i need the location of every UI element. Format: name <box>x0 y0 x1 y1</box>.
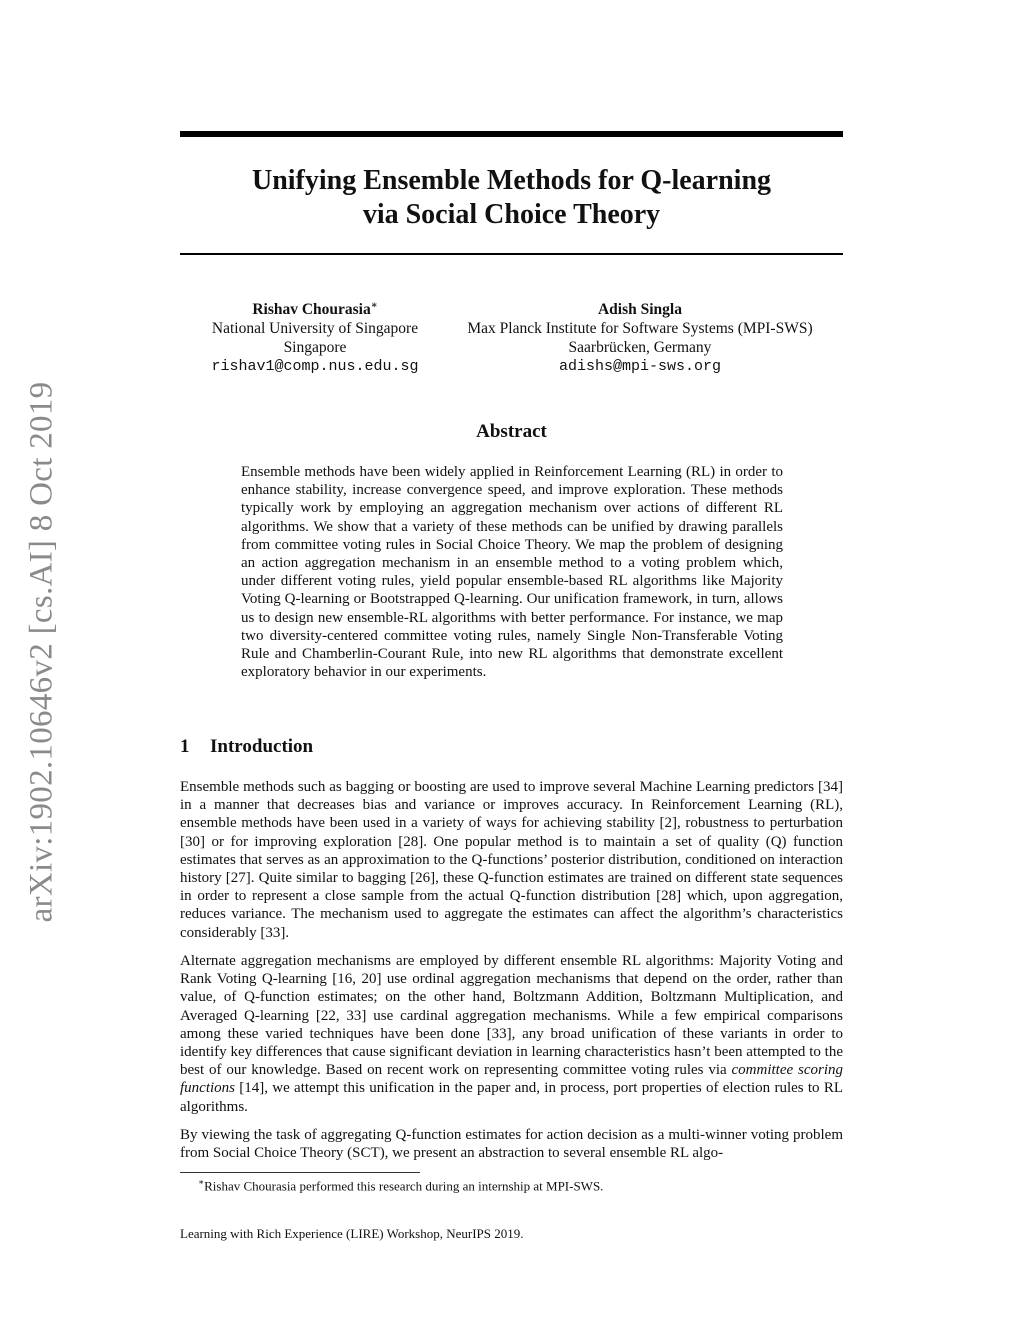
footnote-mark: ∗ <box>198 1177 205 1187</box>
intro-paragraph-3: By viewing the task of aggregating Q-function estimates for action decision as a multi-winner voting problem from Social Choice Theory (SCT), we present an abstraction to several ensemble RL algo- <box>180 1127 843 1162</box>
footnote-text: Rishav Chourasia performed this research during an internship at MPI-SWS. <box>204 1178 604 1194</box>
author-block-1 <box>195 300 435 376</box>
emphasized-term: committee scoring functions <box>180 1062 844 1097</box>
paper-title <box>180 164 843 232</box>
author-affiliation: National University of Singapore <box>211 320 419 337</box>
footnote <box>198 1177 603 1194</box>
footnote-rule <box>180 1172 420 1173</box>
author-block-2 <box>450 300 830 376</box>
section-number: 1 <box>180 736 190 757</box>
title-line-1: Unifying Ensemble Methods for Q-learning <box>251 165 772 196</box>
author-email: adishs@mpi-sws.org <box>558 358 722 375</box>
title-top-rule <box>180 131 843 137</box>
abstract-heading: Abstract <box>476 421 547 442</box>
intro-paragraph-2: Alternate aggregation mechanisms are employed by different ensemble RL algorithms: Majority Voting and Rank Voting Q-learning [16, 20] use ordinal aggregation mechanisms that depend on the order, rather than value, of Q-function estimates; on the other hand, Boltzmann Addition, Boltzmann Multiplication, and Averaged Q-learning [22, 33] use cardinal aggregation mechanisms. While a few empirical comparisons among these varied techniques have been done [33], any broad unification of these variants in order to identify key differences that cause significant deviation in learning characteristics hasn’t been attempted to the best of our knowledge. Based on recent work on representing committee voting rules via committee scoring functions [14], we attempt this unification in the paper and, in process, port properties of election rules to RL algorithms. <box>180 953 844 1115</box>
author-name: Rishav Chourasia∗ <box>252 299 378 318</box>
author-location: Singapore <box>283 339 347 356</box>
author-affiliation: Max Planck Institute for Software Systems (MPI-SWS) <box>467 320 813 337</box>
author-name: Adish Singla <box>597 301 682 318</box>
section-title: Introduction <box>210 736 314 757</box>
title-line-2: via Social Choice Theory <box>362 199 661 230</box>
title-bottom-rule <box>180 253 843 255</box>
abstract-text: Ensemble methods have been widely applied in Reinforcement Learning (RL) in order to enhance stability, increase convergence speed, and improve exploration. These methods typically work by employing an aggregation mechanism over actions of different RL algorithms. We show that a variety of these methods can be unified by drawing parallels from committee voting rules in Social Choice Theory. We map the problem of designing an action aggregation mechanism in an ensemble method to a voting problem which, under different voting rules, yield popular ensemble-based RL algorithms like Majority Voting Q-learning or Bootstrapped Q-learning. Our unification framework, in turn, allows us to design new ensemble-RL algorithms with better performance. For instance, we map two diversity-centered committee voting rules, namely Single Non-Transferable Voting Rule and Chamberlin-Courant Rule, into new RL algorithms that demonstrate excellent exploratory behavior in our experiments. <box>241 464 783 681</box>
arxiv-identifier-stamp: arXiv:1902.10646v2 [cs.AI] 8 Oct 2019 <box>23 381 60 923</box>
intro-paragraph-1: Ensemble methods such as bagging or boosting are used to improve several Machine Learning predictors [34] in a manner that decreases bias and variance or improves accuracy. In Reinforcement Learning (RL), ensemble methods have been used in a variety of ways for achieving stability [2], robustness to perturbation [30] or for improving exploration [28]. One popular method is to maintain a set of quality (Q) function estimates that serves as an approximation to the Q-functions’ posterior distribution, conditioned on interaction history [27]. Quite similar to bagging [26], these Q-function estimates are trained on different state sequences in order to represent a close sample from the actual Q-function distribution [28] which, upon aggregation, reduces variance. The mechanism used to aggregate the estimates can affect the algorithm’s characteristics considerably [33]. <box>180 779 843 941</box>
author-location: Saarbrücken, Germany <box>568 339 712 356</box>
author-email: rishav1@comp.nus.edu.sg <box>211 358 419 375</box>
section-heading-introduction <box>180 736 313 758</box>
author-footnote-mark: ∗ <box>370 299 378 311</box>
venue-notice: Learning with Rich Experience (LIRE) Workshop, NeurIPS 2019. <box>180 1226 524 1241</box>
